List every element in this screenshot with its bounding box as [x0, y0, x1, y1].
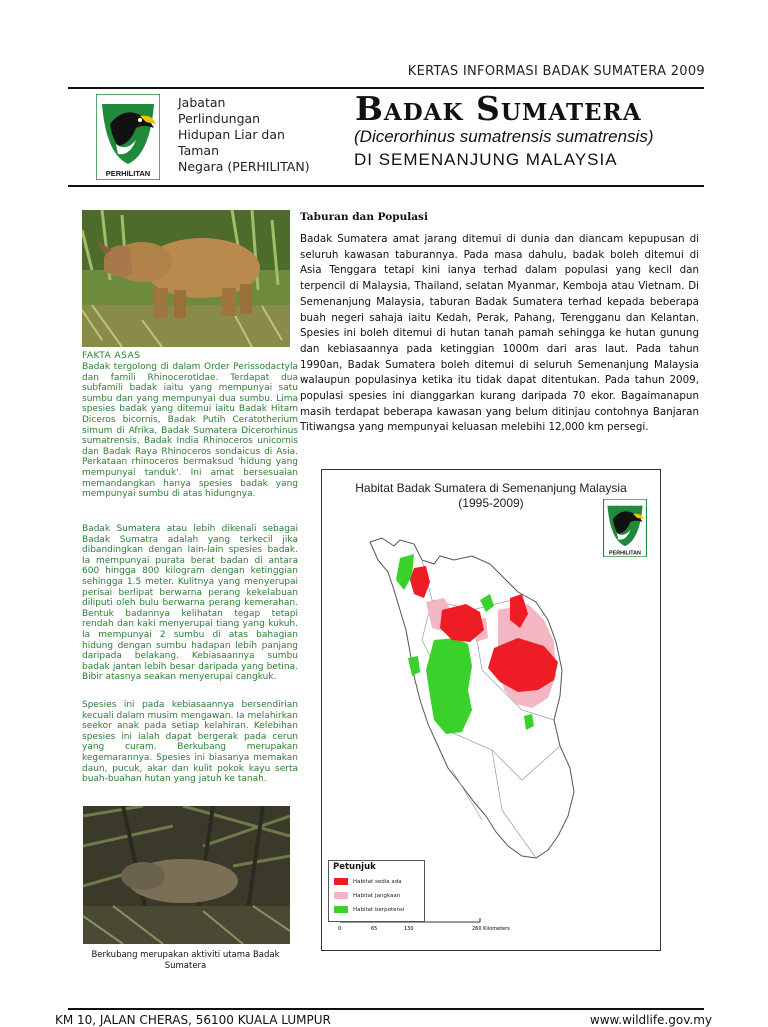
agency-line: Taman	[178, 143, 219, 158]
agency-line: Jabatan	[178, 95, 226, 110]
behaviour-paragraph: Spesies ini pada kebiasaannya bersendirian kecuali dalam musim mengawan. Ia melahirkan seekor anak pada setiap kelahiran. Kelebihan spesies ini ialah dapat bergerak pada cerun yang curam. Berkubang merupakan kegemarannya. Spesies ini biasanya memakan daun, pucuk, akar dan kulit pokok kayu serta buah-buahan hutan yang jatuh ke tanah.	[82, 700, 298, 785]
agency-name	[178, 95, 310, 175]
scientific-name: (Dicerorhinus sumatrensis sumatrensis)	[354, 127, 654, 146]
logo-label: PERHILITAN	[105, 169, 151, 178]
legend-label-expected: Habitat Jangkaan	[353, 893, 401, 899]
section-heading: Taburan dan Populasi	[300, 211, 428, 223]
legend-swatch-existing	[334, 878, 348, 885]
legend-swatch-potential	[334, 906, 348, 913]
scale-tick-label: 260 Kilometers	[472, 926, 510, 932]
agency-line: Hidupan Liar dan	[178, 127, 285, 142]
page-title: Badak Sumatera	[355, 89, 642, 128]
legend-title: Petunjuk	[333, 862, 376, 872]
legend-label-existing: Habitat sedia ada	[353, 879, 402, 885]
footer-address: KM 10, JALAN CHERAS, 56100 KUALA LUMPUR	[55, 1013, 331, 1027]
region-subtitle: DI SEMENANJUNG MALAYSIA	[354, 150, 618, 169]
rhino-photo	[82, 210, 290, 347]
agency-line: Perlindungan	[178, 111, 261, 126]
photo-caption: Berkubang merupakan aktiviti utama Badak Sumatera	[91, 950, 280, 971]
wallowing-rhino-photo	[83, 806, 290, 944]
scale-tick-label: 130	[404, 926, 414, 932]
footer-rule	[68, 1008, 704, 1010]
facts-paragraph: Badak tergolong di dalam Order Perissodactyla dan famili Rhinocerotidae. Terdapat dua subfamili badak iaitu yang mempunyai satu sumbu dan yang mempunyai dua sumbu. Lima spesies badak yang ditemui iaitu Badak Hitam Diceros bicornis, Badak Putih Ceratotherium simum di Afrika, Badak Sumatera Dicerorhinus sumatrensis, Badak India Rhinoceros unicornis dan Badak Raya Rhinoceros sondaicus di Asia. Perkataan rhinoceros bermaksud 'hidung yang mempunyai tanduk'. Ini amat bersesuaian memandangkan hanya spesies badak yang mempunyai sumbu di atas hidungnya.	[82, 362, 298, 500]
map-logo-label: PERHILITAN	[609, 550, 641, 557]
legend-label-potential: Habitat berpotensi	[353, 907, 405, 913]
footer-website[interactable]: www.wildlife.gov.my	[589, 1013, 712, 1027]
map-title-line: Habitat Badak Sumatera di Semenanjung Malaysia	[355, 481, 627, 495]
header-rule-bottom	[68, 185, 704, 187]
map-title-years: (1995-2009)	[458, 496, 524, 510]
scale-tick-label: 65	[371, 926, 378, 932]
agency-line: Negara (PERHILITAN)	[178, 159, 310, 174]
description-paragraph: Badak Sumatera atau lebih dikenali sebagai Badak Sumatra adalah yang terkecil jika dibandingkan dengan lain-lain spesies badak. Ia mempunyai purata berat badan di antara 600 hingga 800 kilogram dengan ketinggian sehingga 1.5 meter. Kulitnya yang menyerupai perisai berlipat berwarna perang kekelabuan diliputi oleh bulu berwarna perang kemerahan. Bentuk badannya kelihatan tegap tetapi rendah dan kaki menyerupai tiang yang kukuh. Ia mempunyai 2 sumbu di atas bahagian hidung dengan sumbu hadapan lebih panjang daripada belakang. Kebiasaannya sumbu badak jantan lebih besar daripada yang betina. Bibir atasnya seakan menyerupai cangkuk.	[82, 524, 298, 683]
scale-tick-label: 0	[338, 926, 342, 932]
perhilitan-logo	[96, 94, 160, 180]
series-title: KERTAS INFORMASI BADAK SUMATERA 2009	[407, 64, 705, 79]
facts-heading: FAKTA ASAS	[82, 351, 141, 361]
main-paragraph: Badak Sumatera amat jarang ditemui di dunia dan diancam kepupusan di seluruh kawasan taburannya. Pada masa dahulu, badak boleh ditemui di Asia Tenggara tetapi kini ianya terhad dalam populasi yang kecil dan terpencil di Malaysia, Thailand, selatan Myanmar, Kemboja atau Vietnam. Di Semenanjung Malaysia, taburan Badak Sumatera terhad kepada beberapa buah negeri sahaja iaitu Kedah, Perak, Pahang, Terengganu dan Kelantan. Spesies ini boleh ditemui di hutan tanah pamah sehingga ke hutan gunung dan kebiasaannya pada ketinggian 1000m dari aras laut. Pada tahun 1990an, Badak Sumatera boleh ditemui di seluruh Semenanjung Malaysia walaupun populasinya ketika itu tidak dapat ditentukan. Pada tahun 2009, populasi spesies ini dianggarkan kurang daripada 70 ekor. Bagaimanapun masih terdapat beberapa kawasan yang belum ditinjau contohnya Banjaran Titiwangsa yang mempunyai keluasan melebihi 12,000 km persegi.	[300, 233, 699, 434]
legend-swatch-expected	[334, 892, 348, 899]
